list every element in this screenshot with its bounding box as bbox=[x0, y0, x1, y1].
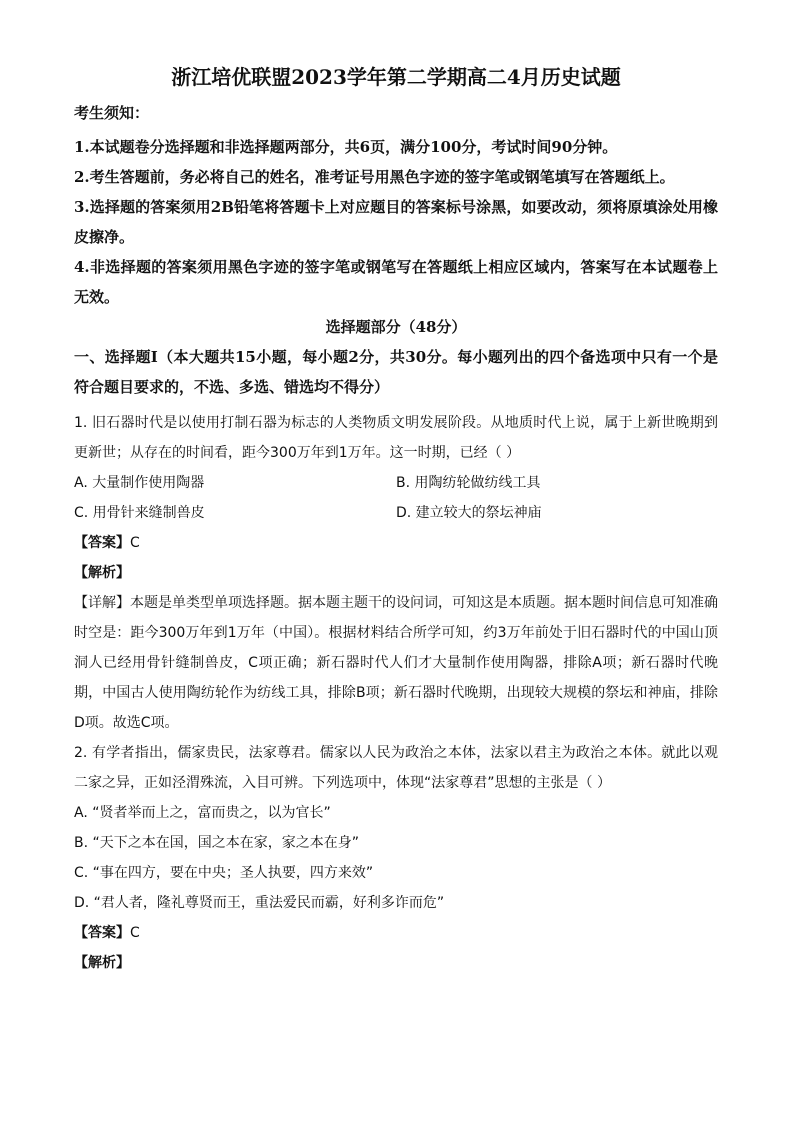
question-1-option-d: D. 建立较大的祭坛神庙 bbox=[396, 505, 542, 521]
question-2-option-b: B. “天下之本在国，国之本在家，家之本在身” bbox=[74, 835, 360, 851]
question-2-analysis-label: 【解析】 bbox=[74, 955, 130, 971]
question-2-answer bbox=[74, 918, 718, 948]
notice-item-2: 2.考生答题前，务必将自己的姓名，准考证号用黑色字迹的签字笔或钢笔填写在答题纸上。 bbox=[74, 168, 675, 186]
answer-label: 【答案】 bbox=[74, 925, 130, 941]
section-instruction: 一、选择题Ⅰ（本大题共15小题，每小题2分，共30分。每小题列出的四个备选项中只有一个是符合题目要求的，不选、多选、错选均不得分） bbox=[74, 348, 718, 396]
section-title: 选择题部分（48分） bbox=[325, 318, 467, 336]
question-1-option-b: B. 用陶纺轮做纺线工具 bbox=[396, 475, 541, 491]
answer-value: C bbox=[130, 535, 140, 551]
notice-item-4: 4.非选择题的答案须用黑色字迹的签字笔或钢笔写在答题纸上相应区域内，答案写在本试题卷上无效。 bbox=[74, 258, 718, 306]
question-1-option-a: A. 大量制作使用陶器 bbox=[74, 475, 205, 491]
notice-item-3: 3.选择题的答案须用2B铅笔将答题卡上对应题目的答案标号涂黑，如要改动，须将原填涂处用橡皮擦净。 bbox=[74, 198, 718, 246]
answer-value: C bbox=[130, 925, 140, 941]
question-2-stem: 2. 有学者指出，儒家贵民，法家尊君。儒家以人民为政治之本体，法家以君主为政治之本体。就此以观二家之异，正如泾渭殊流，入目可辨。下列选项中，体现“法家尊君”思想的主张是（ ） bbox=[74, 745, 718, 791]
question-2-option-c: C. “事在四方，要在中央；圣人执要，四方来效” bbox=[74, 865, 374, 881]
answer-label: 【答案】 bbox=[74, 535, 130, 551]
question-2-options bbox=[74, 798, 718, 918]
notice-item-1: 1.本试题卷分选择题和非选择题两部分，共6页，满分100分，考试时间90分钟。 bbox=[74, 138, 618, 156]
question-1-option-c: C. 用骨针来缝制兽皮 bbox=[74, 505, 205, 521]
page-title: 浙江培优联盟2023学年第二学期高二4月历史试题 bbox=[171, 65, 621, 89]
question-1-answer bbox=[74, 528, 718, 558]
question-1-options bbox=[74, 468, 718, 528]
question-1-analysis-label: 【解析】 bbox=[74, 565, 130, 581]
question-1-detail: 【详解】本题是单类型单项选择题。据本题主题干的设问词，可知这是本质题。据本题时间信息可知准确时空是：距今300万年到1万年（中国）。根据材料结合所学可知，约3万年前处于旧石器时代的中国山顶洞人已经用骨针缝制兽皮，C项正确；新石器时代人们才大量制作使用陶器，排除A项；新石器时代晚期，中国古人使用陶纺轮作为纺线工具，排除B项；新石器时代晚期，出现较大规模的祭坛和神庙，排除D项。故选C项。 bbox=[74, 595, 718, 731]
question-2-option-a: A. “贤者举而上之，富而贵之，以为官长” bbox=[74, 805, 331, 821]
question-2-option-d: D. “君人者，隆礼尊贤而王，重法爱民而霸，好利多诈而危” bbox=[74, 895, 445, 911]
question-1-stem: 1. 旧石器时代是以使用打制石器为标志的人类物质文明发展阶段。从地质时代上说，属于上新世晚期到更新世；从存在的时间看，距今300万年到1万年。这一时期，已经（ ） bbox=[74, 415, 718, 461]
notice-heading: 考生须知： bbox=[74, 104, 150, 122]
